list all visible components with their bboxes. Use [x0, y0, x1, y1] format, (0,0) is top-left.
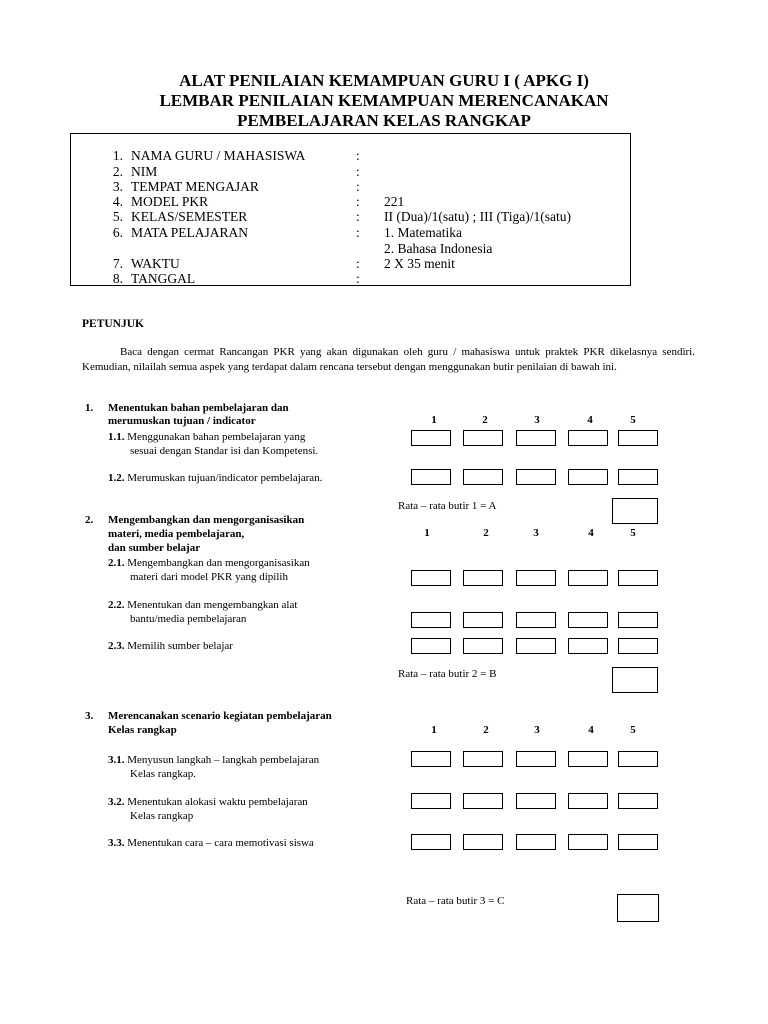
info-number: 5.	[112, 209, 123, 224]
info-label: KELAS/SEMESTER	[131, 209, 248, 224]
item-1-1-line2: sesuai dengan Standar isi dan Kompetensi.	[130, 445, 319, 457]
info-label: MATA PELAJARAN	[131, 225, 249, 240]
item-text: Merumuskan tujuan/indicator pembelajaran.	[127, 472, 323, 484]
item-text: Menentukan alokasi waktu pembelajaran	[127, 796, 308, 808]
score-box-3-2-5[interactable]	[618, 793, 658, 809]
score-box-3-3-3[interactable]	[516, 834, 556, 850]
form-title-line1: ALAT PENILAIAN KEMAMPUAN GURU I ( APKG I)	[179, 71, 589, 90]
section-3-title-line1: Merencanakan scenario kegiatan pembelajaran	[108, 710, 332, 722]
section-2-title-line1: Mengembangkan dan mengorganisasikan	[108, 514, 305, 526]
score-box-2-3-1[interactable]	[411, 638, 451, 654]
info-number: 6.	[112, 225, 123, 240]
info-label: WAKTU	[131, 256, 180, 271]
score-box-1-2-5[interactable]	[618, 469, 658, 485]
info-number: 3.	[112, 179, 123, 194]
scale-label-3: 3	[534, 414, 540, 426]
item-code: 1.1.	[108, 431, 125, 443]
scale-label-1: 1	[431, 724, 437, 736]
score-box-2-2-3[interactable]	[516, 612, 556, 628]
item-3-2-line2: Kelas rangkap	[130, 810, 194, 822]
score-box-2-3-5[interactable]	[618, 638, 658, 654]
score-box-3-2-2[interactable]	[463, 793, 503, 809]
section-1-number: 1.	[85, 402, 94, 414]
item-3-1	[108, 753, 319, 767]
average-box-1[interactable]	[612, 498, 658, 524]
info-colon: :	[356, 256, 360, 271]
item-code: 3.3.	[108, 837, 125, 849]
item-2-1	[108, 556, 310, 570]
item-text: Menentukan dan mengembangkan alat	[127, 599, 298, 611]
info-value[interactable]: 1. Matematika	[384, 225, 462, 240]
average-label-1: Rata – rata butir 1 = A	[398, 500, 497, 512]
scale-label-4: 4	[588, 724, 594, 736]
info-label: TANGGAL	[131, 271, 196, 286]
scale-label-1: 1	[424, 527, 430, 539]
score-box-1-2-1[interactable]	[411, 469, 451, 485]
score-box-2-3-4[interactable]	[568, 638, 608, 654]
scale-label-4: 4	[587, 414, 593, 426]
score-box-3-2-1[interactable]	[411, 793, 451, 809]
section-1-title-line2: merumuskan tujuan / indicator	[108, 415, 256, 427]
item-text: Memilih sumber belajar	[127, 640, 233, 652]
item-code: 3.1.	[108, 754, 125, 766]
item-code: 2.1.	[108, 557, 125, 569]
average-label-3: Rata – rata butir 3 = C	[406, 895, 505, 907]
score-box-3-1-5[interactable]	[618, 751, 658, 767]
item-2-2	[108, 598, 297, 612]
info-label: NAMA GURU / MAHASISWA	[131, 148, 306, 163]
info-value[interactable]: 221	[384, 194, 405, 209]
section-2-title-line2: materi, media pembelajaran,	[108, 528, 245, 540]
form-title-line3: PEMBELAJARAN KELAS RANGKAP	[237, 111, 531, 130]
score-box-2-3-3[interactable]	[516, 638, 556, 654]
info-colon: :	[356, 209, 360, 224]
score-box-2-1-2[interactable]	[463, 570, 503, 586]
section-1-title-line1: Menentukan bahan pembelajaran dan	[108, 402, 289, 414]
scale-label-3: 3	[534, 724, 540, 736]
item-3-2	[108, 795, 308, 809]
score-box-3-3-5[interactable]	[618, 834, 658, 850]
item-1-2	[108, 471, 322, 485]
info-value-second[interactable]: 2. Bahasa Indonesia	[384, 241, 493, 256]
score-box-3-3-2[interactable]	[463, 834, 503, 850]
info-colon: :	[356, 148, 360, 163]
info-colon: :	[356, 194, 360, 209]
average-label-2: Rata – rata butir 2 = B	[398, 668, 497, 680]
info-number: 4.	[112, 194, 123, 209]
score-box-3-1-1[interactable]	[411, 751, 451, 767]
score-box-2-3-2[interactable]	[463, 638, 503, 654]
scale-label-5: 5	[630, 724, 636, 736]
score-box-1-1-5[interactable]	[618, 430, 658, 446]
score-box-1-2-2[interactable]	[463, 469, 503, 485]
item-code: 2.3.	[108, 640, 125, 652]
scale-label-3: 3	[533, 527, 539, 539]
score-box-3-3-1[interactable]	[411, 834, 451, 850]
item-code: 3.2.	[108, 796, 125, 808]
item-text: Menentukan cara – cara memotivasi siswa	[127, 837, 314, 849]
score-box-3-1-4[interactable]	[568, 751, 608, 767]
instructions-text: Baca dengan cermat Rancangan PKR yang akan digunakan oleh guru / mahasiswa untuk praktek PKR dikelasnya sendiri. Kemudian, nilailah semua aspek yang terdapat dalam rencana tersebut dengan menggunakan butir penilaian di bawah ini.	[82, 346, 695, 373]
info-label: MODEL PKR	[131, 194, 209, 209]
scale-label-2: 2	[483, 724, 489, 736]
item-code: 2.2.	[108, 599, 125, 611]
info-number: 2.	[112, 164, 123, 179]
scale-label-4: 4	[588, 527, 594, 539]
section-2-title-line3: dan sumber belajar	[108, 542, 201, 554]
section-3-title-line2: Kelas rangkap	[108, 724, 177, 736]
item-2-1-line2: materi dari model PKR yang dipilih	[130, 571, 288, 583]
form-title-line2: LEMBAR PENILAIAN KEMAMPUAN MERENCANAKAN	[159, 91, 609, 110]
info-label: TEMPAT MENGAJAR	[131, 179, 259, 194]
score-box-3-1-3[interactable]	[516, 751, 556, 767]
score-box-2-1-3[interactable]	[516, 570, 556, 586]
info-value[interactable]: II (Dua)/1(satu) ; III (Tiga)/1(satu)	[384, 209, 571, 224]
item-1-1	[108, 430, 305, 444]
score-box-2-2-2[interactable]	[463, 612, 503, 628]
section-2-number: 2.	[85, 514, 94, 526]
item-2-3	[108, 639, 233, 653]
score-box-1-1-2[interactable]	[463, 430, 503, 446]
info-colon: :	[356, 271, 360, 286]
item-code: 1.2.	[108, 472, 125, 484]
scale-label-5: 5	[630, 414, 636, 426]
score-box-3-3-4[interactable]	[568, 834, 608, 850]
score-box-2-2-5[interactable]	[618, 612, 658, 628]
score-box-2-1-4[interactable]	[568, 570, 608, 586]
item-text: Mengembangkan dan mengorganisasikan	[127, 557, 310, 569]
section-3-number: 3.	[85, 710, 94, 722]
average-box-3[interactable]	[617, 894, 659, 922]
item-text: Menyusun langkah – langkah pembelajaran	[127, 754, 320, 766]
score-box-1-2-4[interactable]	[568, 469, 608, 485]
score-box-2-2-1[interactable]	[411, 612, 451, 628]
score-box-2-2-4[interactable]	[568, 612, 608, 628]
score-box-1-1-1[interactable]	[411, 430, 451, 446]
info-number: 7.	[112, 256, 123, 271]
info-colon: :	[356, 225, 360, 240]
info-label: NIM	[131, 164, 158, 179]
instructions-heading: PETUNJUK	[82, 318, 144, 330]
scale-label-2: 2	[483, 527, 489, 539]
score-box-1-2-3[interactable]	[516, 469, 556, 485]
scale-label-1: 1	[431, 414, 437, 426]
score-box-2-1-5[interactable]	[618, 570, 658, 586]
item-3-3	[108, 836, 314, 850]
score-box-2-1-1[interactable]	[411, 570, 451, 586]
average-box-2[interactable]	[612, 667, 658, 693]
item-text: Menggunakan bahan pembelajaran yang	[127, 431, 306, 443]
score-box-1-1-4[interactable]	[568, 430, 608, 446]
score-box-1-1-3[interactable]	[516, 430, 556, 446]
info-value[interactable]: 2 X 35 menit	[384, 256, 455, 271]
info-colon: :	[356, 164, 360, 179]
scale-label-5: 5	[630, 527, 636, 539]
info-number: 1.	[112, 148, 123, 163]
score-box-3-2-4[interactable]	[568, 793, 608, 809]
score-box-3-1-2[interactable]	[463, 751, 503, 767]
info-colon: :	[356, 179, 360, 194]
score-box-3-2-3[interactable]	[516, 793, 556, 809]
identity-box	[70, 133, 631, 286]
info-number: 8.	[112, 271, 123, 286]
scale-label-2: 2	[482, 414, 488, 426]
item-3-1-line2: Kelas rangkap.	[130, 768, 196, 780]
item-2-2-line2: bantu/media pembelajaran	[130, 613, 247, 625]
